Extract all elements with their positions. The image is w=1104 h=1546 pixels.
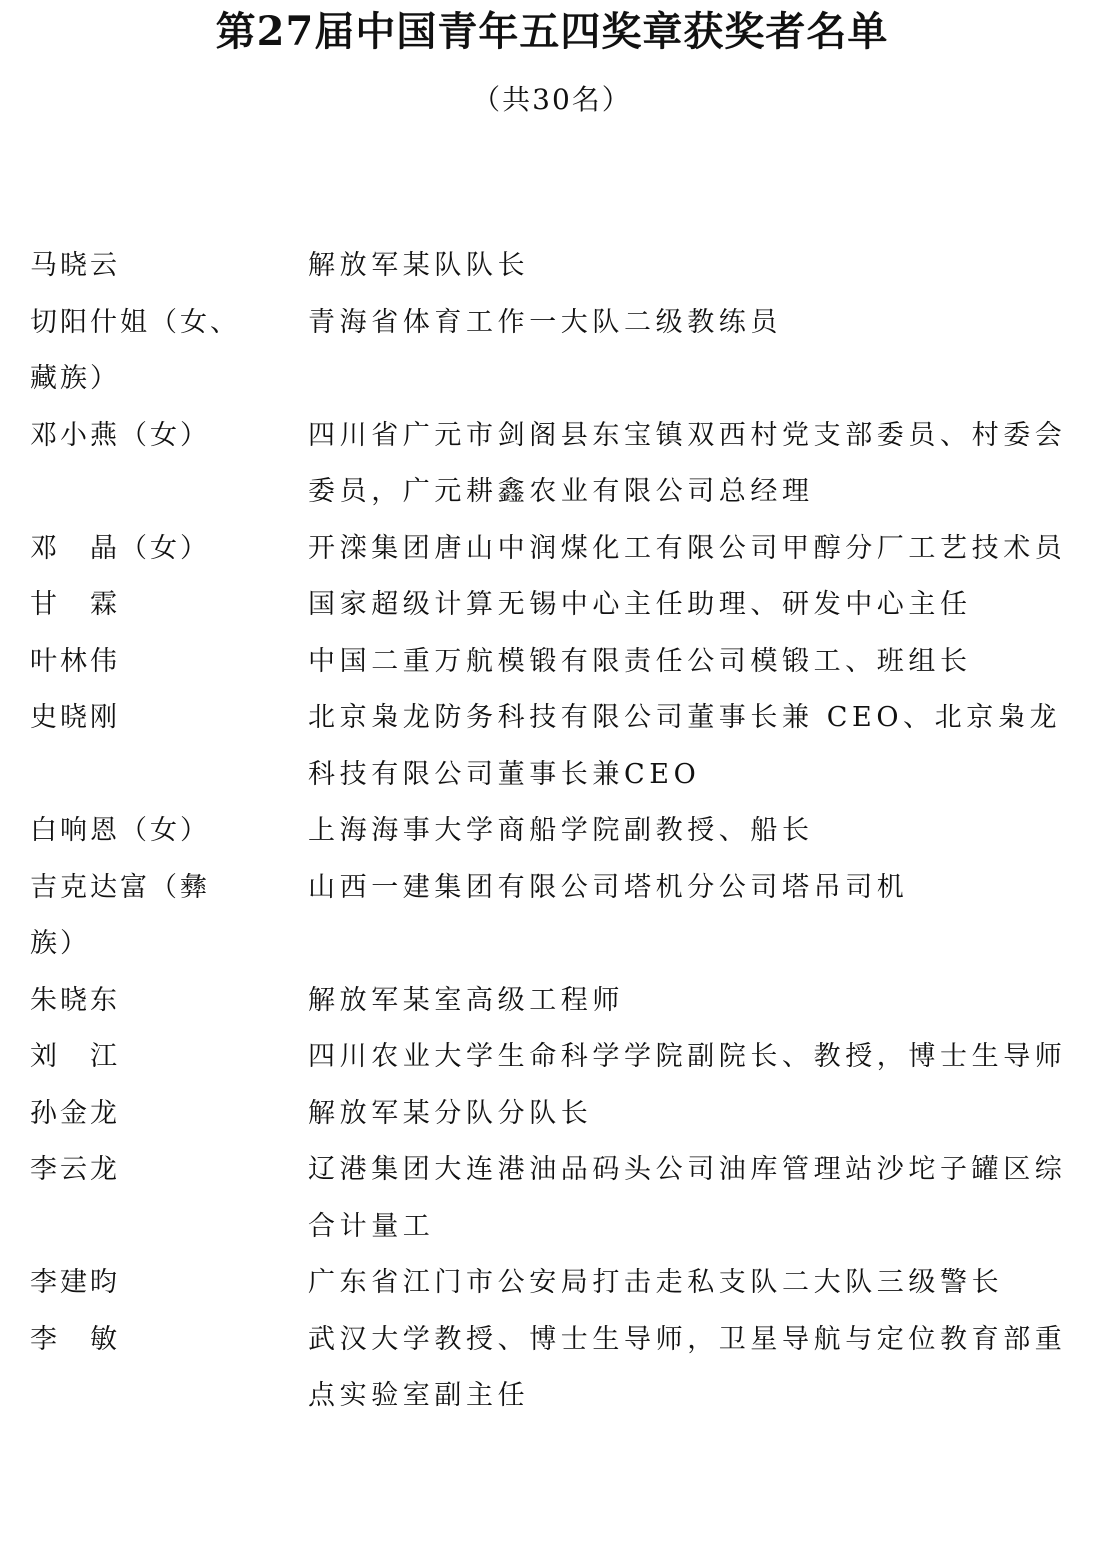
- awardee-name: 朱晓东: [30, 984, 120, 1016]
- list-item: [30, 1142, 1080, 1255]
- list-item: [30, 521, 1080, 578]
- awardee-position: 四川省广元市剑阁县东宝镇双西村党支部委员、村委会委员，广元耕鑫农业有限公司总经理: [308, 419, 1067, 507]
- list-item: [30, 973, 1080, 1030]
- list-item: [30, 295, 1080, 408]
- awardee-position: 山西一建集团有限公司塔机分公司塔吊司机: [308, 871, 909, 903]
- list-item: [30, 634, 1080, 691]
- awardee-position: 国家超级计算无锡中心主任助理、研发中心主任: [308, 589, 972, 620]
- awardee-name: 切阳什姐（女、藏族）: [30, 306, 240, 394]
- awardee-position: 青海省体育工作一大队二级教练员: [308, 306, 782, 338]
- awardee-position: 解放军某队队长: [308, 250, 530, 281]
- list-item: [30, 690, 1080, 803]
- awardee-position: 开滦集团唐山中润煤化工有限公司甲醇分厂工艺技术员: [308, 532, 1067, 564]
- list-item: [30, 408, 1080, 521]
- awardee-name: 甘 霖: [30, 589, 120, 620]
- awardee-position: 辽港集团大连港油品码头公司油库管理站沙坨子罐区综合计量工: [308, 1154, 1067, 1242]
- awardee-list: [30, 238, 1080, 1425]
- awardee-name: 刘 江: [30, 1041, 120, 1072]
- awardee-position: 四川农业大学生命科学学院副院长、教授，博士生导师: [308, 1041, 1067, 1072]
- awardee-name: 史晓刚: [30, 702, 120, 733]
- awardee-name: 邓 晶（女）: [30, 532, 210, 564]
- awardee-position: 上海海事大学商船学院副教授、船长: [308, 815, 814, 846]
- awardee-name: 邓小燕（女）: [30, 419, 210, 451]
- awardee-name: 白响恩（女）: [30, 815, 210, 846]
- awardee-position: 武汉大学教授、博士生导师，卫星导航与定位教育部重点实验室副主任: [308, 1323, 1067, 1411]
- awardee-name: 李建昀: [30, 1267, 120, 1298]
- document-subtitle: （共30名）: [472, 83, 632, 116]
- list-item: [30, 1029, 1080, 1086]
- awardee-position: 解放军某室高级工程师: [308, 984, 624, 1016]
- awardee-name: 马晓云: [30, 250, 120, 281]
- list-item: [30, 1312, 1080, 1425]
- awardee-position: 广东省江门市公安局打击走私支队二大队三级警长: [308, 1267, 1004, 1298]
- awardee-position: 中国二重万航模锻有限责任公司模锻工、班组长: [308, 645, 972, 677]
- awardee-name: 李 敏: [30, 1323, 120, 1355]
- awardee-name: 吉克达富（彝族）: [30, 871, 210, 959]
- awardee-position: 解放军某分队分队长: [308, 1097, 593, 1129]
- list-item: [30, 577, 1080, 634]
- list-item: [30, 1255, 1080, 1312]
- list-item: [30, 803, 1080, 860]
- list-item: [30, 1086, 1080, 1143]
- awardee-position: 北京枭龙防务科技有限公司董事长兼 CEO、北京枭龙科技有限公司董事长兼CEO: [308, 702, 1062, 790]
- awardee-name: 孙金龙: [30, 1097, 120, 1129]
- awardee-name: 李云龙: [30, 1154, 120, 1185]
- list-item: [30, 860, 1080, 973]
- awardee-name: 叶林伟: [30, 645, 120, 677]
- list-item: [30, 238, 1080, 295]
- document-title: 第27届中国青年五四奖章获奖者名单: [215, 8, 889, 55]
